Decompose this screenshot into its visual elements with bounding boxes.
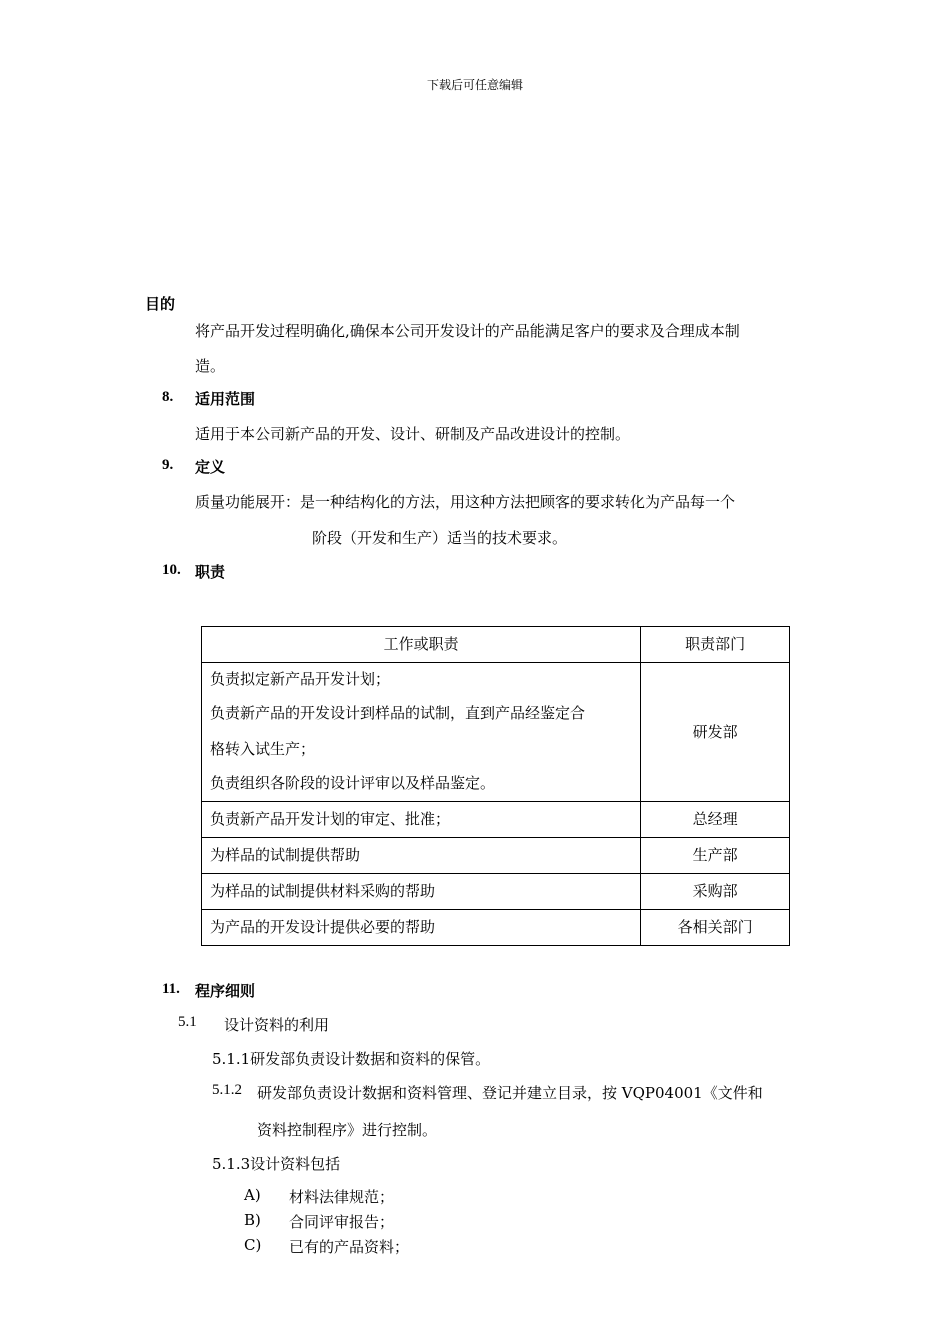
table-cell-department: 采购部	[641, 874, 790, 910]
section-purpose-line2: 造。	[195, 357, 226, 375]
item-5-1-2-number: 5.1.2	[212, 1082, 242, 1098]
list-item-label: C)	[244, 1236, 262, 1254]
table-header-department: 职责部门	[641, 627, 790, 663]
table-row	[202, 802, 790, 838]
duty-line: 负责拟定新产品开发计划；	[210, 670, 391, 688]
section-scope-title: 适用范围	[195, 390, 256, 408]
section-definition-line1: 质量功能展开：是一种结构化的方法，用这种方法把顾客的要求转化为产品每一个	[195, 493, 736, 511]
list-item-text: 材料法律规范；	[289, 1188, 395, 1206]
section-definition-line2: 阶段（开发和生产）适当的技术要求。	[312, 529, 568, 547]
duty-line: 负责新产品的开发设计到样品的试制，直到产品经鉴定合	[210, 704, 586, 722]
table-cell-duty: 为产品的开发设计提供必要的帮助	[202, 910, 641, 946]
table-row	[202, 838, 790, 874]
table-row	[202, 874, 790, 910]
table-cell-duty: 为样品的试制提供帮助	[202, 838, 641, 874]
table-header-duty: 工作或职责	[202, 627, 641, 663]
section-procedure-title: 程序细则	[195, 982, 256, 1000]
table-row	[202, 663, 790, 802]
subsection-5-1-title: 设计资料的利用	[224, 1016, 330, 1034]
list-item-text: 已有的产品资料；	[289, 1238, 410, 1256]
item-5-1-1: 5.1.1研发部负责设计数据和资料的保管。	[212, 1050, 491, 1068]
table-cell-duty: 负责新产品开发计划的审定、批准；	[202, 802, 641, 838]
item-5-1-3: 5.1.3设计资料包括	[212, 1155, 341, 1173]
section-9-number: 9.	[162, 457, 174, 473]
list-item-text: 合同评审报告；	[289, 1213, 395, 1231]
item-5-1-2-line1: 研发部负责设计数据和资料管理、登记并建立目录，按 VQP04001《文件和	[257, 1084, 763, 1102]
list-item-label: A)	[244, 1186, 261, 1204]
table-cell-duty: 为样品的试制提供材料采购的帮助	[202, 874, 641, 910]
table-cell-department: 总经理	[641, 802, 790, 838]
section-8-number: 8.	[162, 389, 174, 405]
table-row	[202, 910, 790, 946]
section-purpose-line1: 将产品开发过程明确化,确保本公司开发设计的产品能满足客户的要求及合理成本制	[195, 322, 740, 340]
duty-line: 格转入试生产；	[210, 740, 316, 758]
section-responsibility-title: 职责	[195, 563, 226, 581]
table-cell-department: 生产部	[641, 838, 790, 874]
responsibility-table	[201, 626, 790, 946]
table-cell-department: 研发部	[641, 663, 790, 802]
list-item-label: B)	[244, 1211, 261, 1229]
section-scope-text: 适用于本公司新产品的开发、设计、研制及产品改进设计的控制。	[195, 425, 631, 443]
page-header: 下载后可任意编辑	[426, 78, 523, 92]
item-5-1-2-line2: 资料控制程序》进行控制。	[257, 1121, 438, 1139]
section-purpose-title: 目的	[145, 295, 176, 313]
section-11-number: 11.	[162, 981, 180, 997]
duty-line: 负责组织各阶段的设计评审以及样品鉴定。	[210, 774, 496, 792]
table-cell-department: 各相关部门	[641, 910, 790, 946]
subsection-5-1-number: 5.1	[178, 1014, 197, 1030]
section-10-number: 10.	[162, 562, 181, 578]
table-header-row	[202, 627, 790, 663]
section-definition-title: 定义	[195, 458, 226, 476]
table-cell-duty	[202, 663, 641, 802]
